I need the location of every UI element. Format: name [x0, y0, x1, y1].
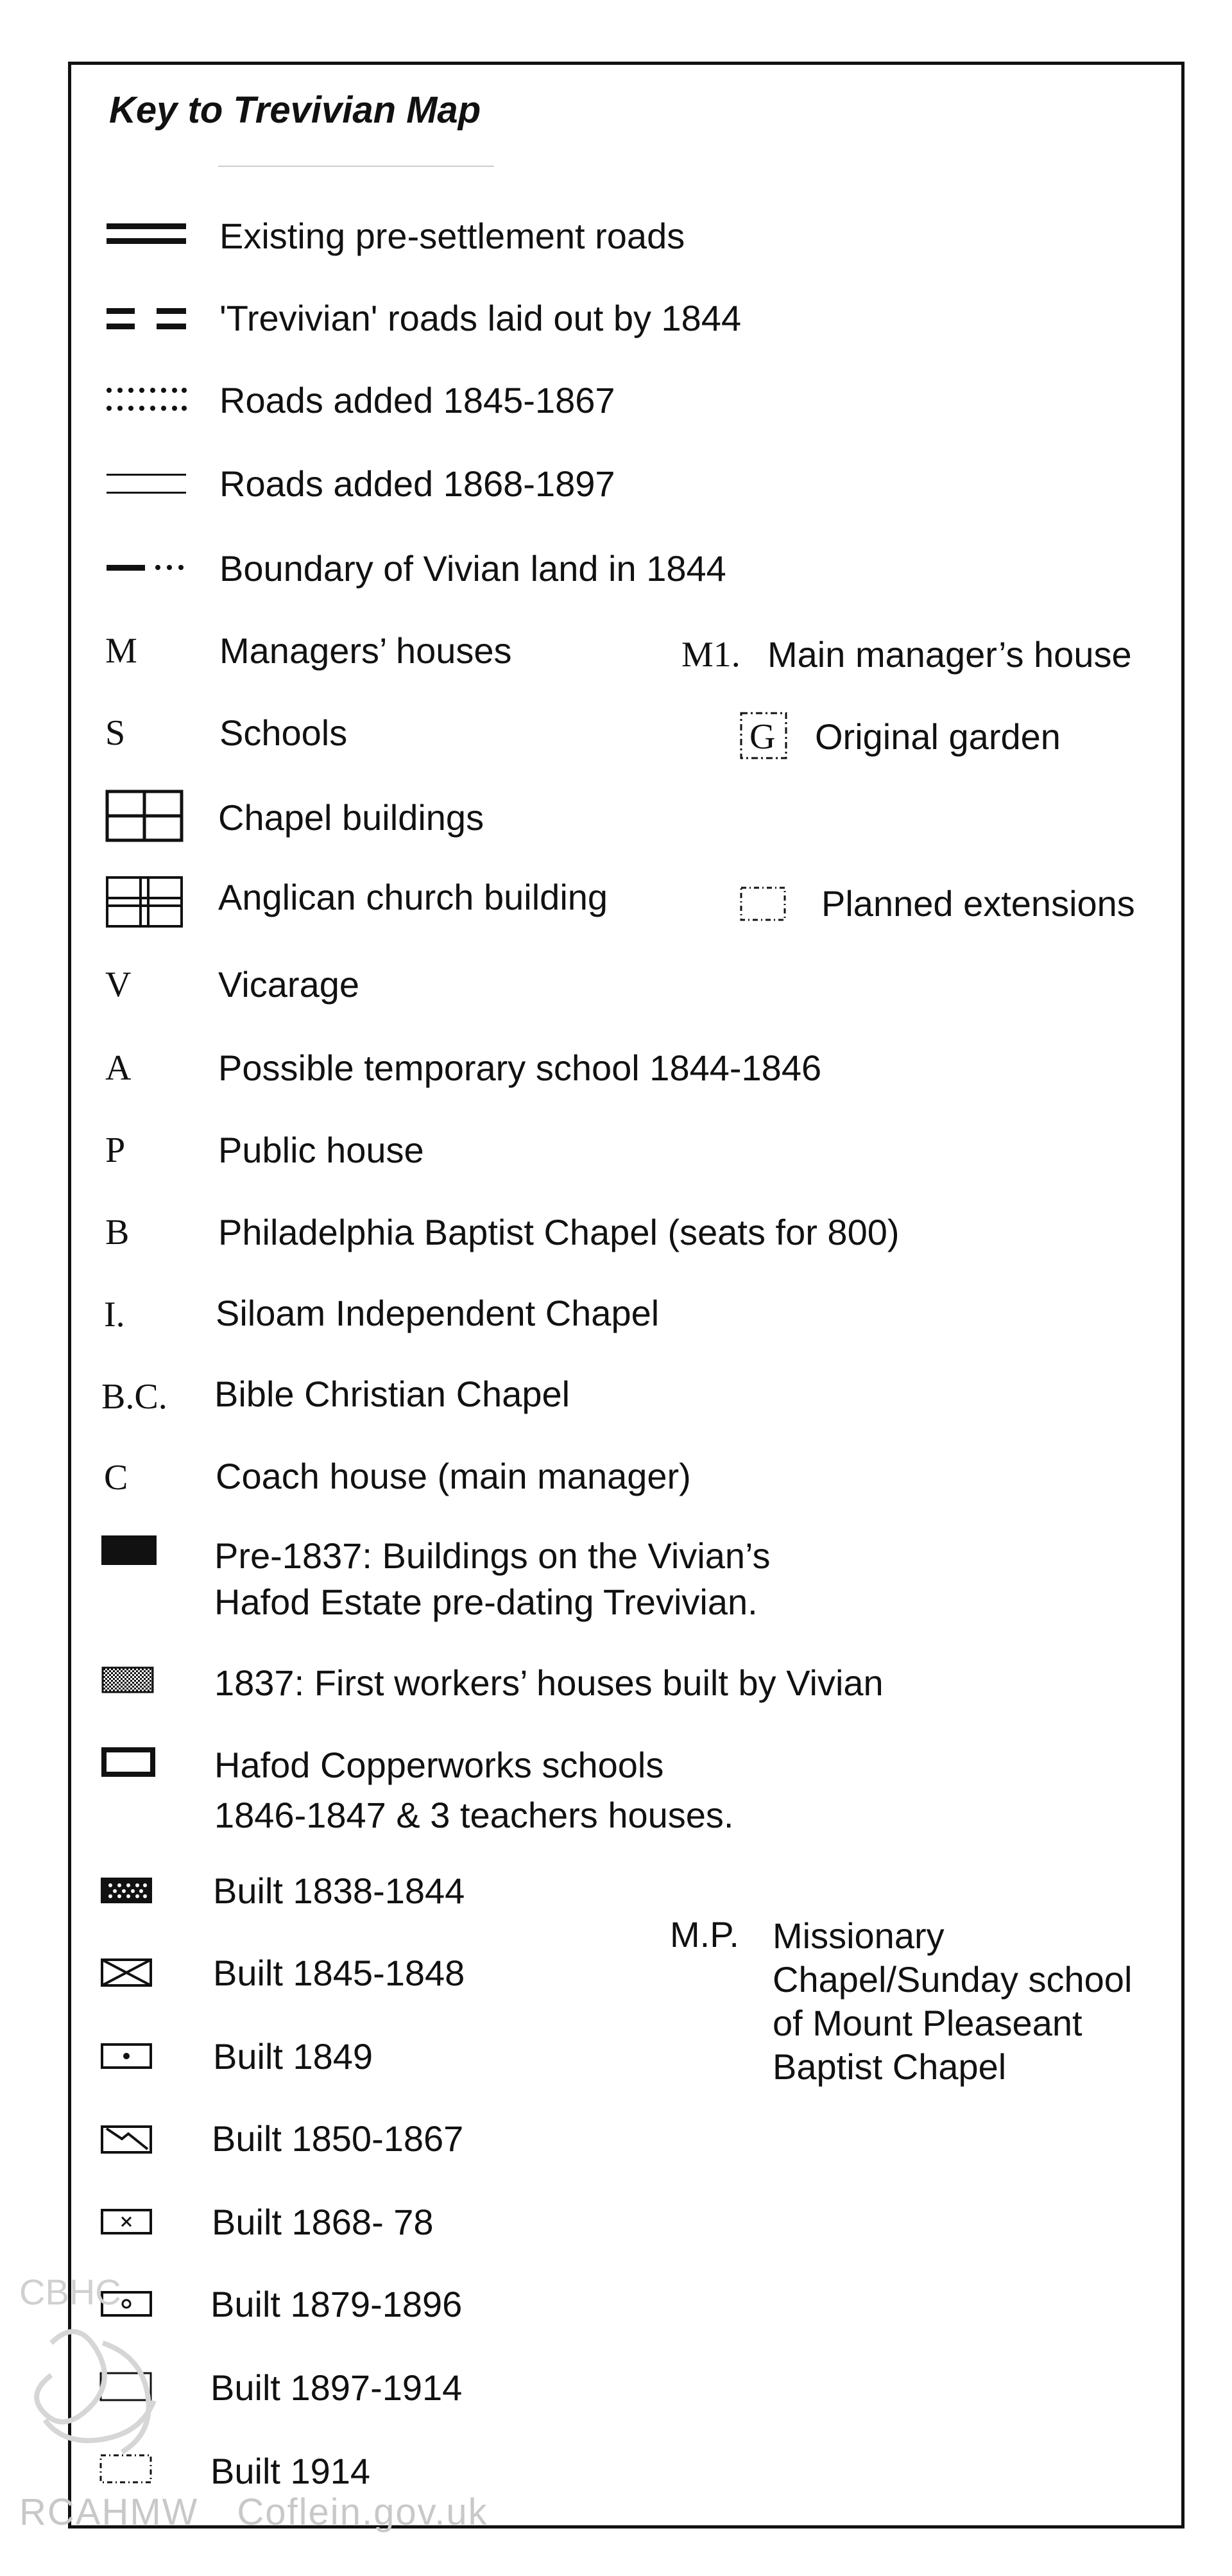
roads-1845-label: Roads added 1845-1867 — [219, 380, 615, 420]
public-house-letter: P — [105, 1130, 126, 1170]
title-underline — [218, 166, 494, 167]
built-1850-symbol — [100, 2125, 154, 2156]
vicarage-letter: V — [105, 965, 132, 1005]
main-manager-label: Main manager’s house — [767, 634, 1132, 675]
first-workers-symbol — [101, 1666, 155, 1695]
built-1897-label: Built 1897-1914 — [210, 2367, 463, 2408]
mount-pleasant-line3: of Mount Pleaseant — [773, 2003, 1082, 2043]
watermark-coflein: Coflein.gov.uk — [237, 2491, 488, 2533]
boundary-label: Boundary of Vivian land in 1844 — [219, 548, 726, 589]
bible-christian-letter: B.C. — [101, 1377, 167, 1417]
rcahmw-logo — [13, 2247, 180, 2491]
pre-1837-line2: Hafod Estate pre-dating Trevivian. — [214, 1582, 758, 1622]
built-1849-symbol — [100, 2043, 154, 2071]
roads-1845-symbol — [107, 385, 187, 417]
legend-title: Key to Trevivian Map — [109, 89, 481, 131]
bible-christian-label: Bible Christian Chapel — [214, 1374, 570, 1414]
watermark — [19, 2491, 488, 2534]
built-1849-label: Built 1849 — [213, 2036, 373, 2077]
coach-house-label: Coach house (main manager) — [216, 1456, 691, 1496]
mount-pleasant-line1: Missionary — [773, 1915, 945, 1956]
baptist-label: Philadelphia Baptist Chapel (seats for 800) — [218, 1212, 900, 1252]
built-1845-label: Built 1845-1848 — [213, 1953, 465, 1993]
trevivian-roads-symbol — [107, 304, 187, 336]
main-manager-letter: M1. — [681, 635, 740, 675]
pre-1837-symbol — [101, 1535, 159, 1568]
temp-school-letter: A — [105, 1048, 132, 1088]
baptist-letter: B — [105, 1213, 130, 1252]
planned-extensions-label: Planned extensions — [821, 883, 1135, 924]
schools-label: Schools — [219, 713, 348, 753]
built-1838-label: Built 1838-1844 — [213, 1871, 465, 1911]
planned-extensions-symbol — [739, 886, 787, 922]
schools-letter: S — [105, 713, 126, 753]
built-1850-label: Built 1850-1867 — [212, 2118, 464, 2159]
vicarage-label: Vicarage — [218, 964, 360, 1005]
copperworks-line2: 1846-1847 & 3 teachers houses. — [214, 1795, 734, 1835]
boundary-symbol — [107, 558, 187, 578]
built-1868-label: Built 1868- 78 — [212, 2202, 434, 2242]
built-1838-symbol — [100, 1877, 154, 1905]
temp-school-label: Possible temporary school 1844-1846 — [218, 1048, 822, 1088]
public-house-label: Public house — [218, 1130, 424, 1170]
managers-letter: M — [105, 631, 137, 671]
existing-roads-label: Existing pre-settlement roads — [219, 216, 685, 256]
built-1914-label: Built 1914 — [210, 2451, 371, 2491]
original-garden-label: Original garden — [815, 716, 1061, 757]
siloam-label: Siloam Independent Chapel — [216, 1293, 660, 1333]
built-1845-symbol — [100, 1958, 154, 1989]
pre-1837-line1: Pre-1837: Buildings on the Vivian’s — [214, 1535, 771, 1576]
mount-pleasant-line4: Baptist Chapel — [773, 2046, 1007, 2087]
copperworks-line1: Hafod Copperworks schools — [214, 1745, 664, 1785]
chapel-buildings-label: Chapel buildings — [218, 797, 484, 838]
trevivian-roads-label: 'Trevivian' roads laid out by 1844 — [219, 298, 742, 338]
anglican-church-label: Anglican church building — [218, 877, 608, 917]
roads-1868-symbol — [107, 469, 187, 501]
built-1879-label: Built 1879-1896 — [210, 2284, 463, 2324]
managers-label: Managers’ houses — [219, 630, 512, 671]
siloam-letter: I. — [104, 1295, 125, 1335]
coach-house-letter: C — [104, 1458, 128, 1498]
copperworks-schools-symbol — [101, 1747, 157, 1778]
anglican-church-symbol — [105, 876, 184, 928]
roads-1868-label: Roads added 1868-1897 — [219, 463, 615, 504]
watermark-rcahmw: RCAHMW — [19, 2491, 199, 2533]
chapel-buildings-symbol — [105, 790, 184, 842]
mount-pleasant-line2: Chapel/Sunday school — [773, 1959, 1133, 2000]
existing-roads-symbol — [107, 218, 187, 250]
first-workers-label: 1837: First workers’ houses built by Vivian — [214, 1663, 884, 1703]
built-1868-symbol — [100, 2208, 154, 2236]
mount-pleasant-letter: M.P. — [670, 1914, 739, 1955]
svg-text:CBHC: CBHC — [19, 2272, 121, 2312]
original-garden-letter: G — [749, 717, 776, 757]
